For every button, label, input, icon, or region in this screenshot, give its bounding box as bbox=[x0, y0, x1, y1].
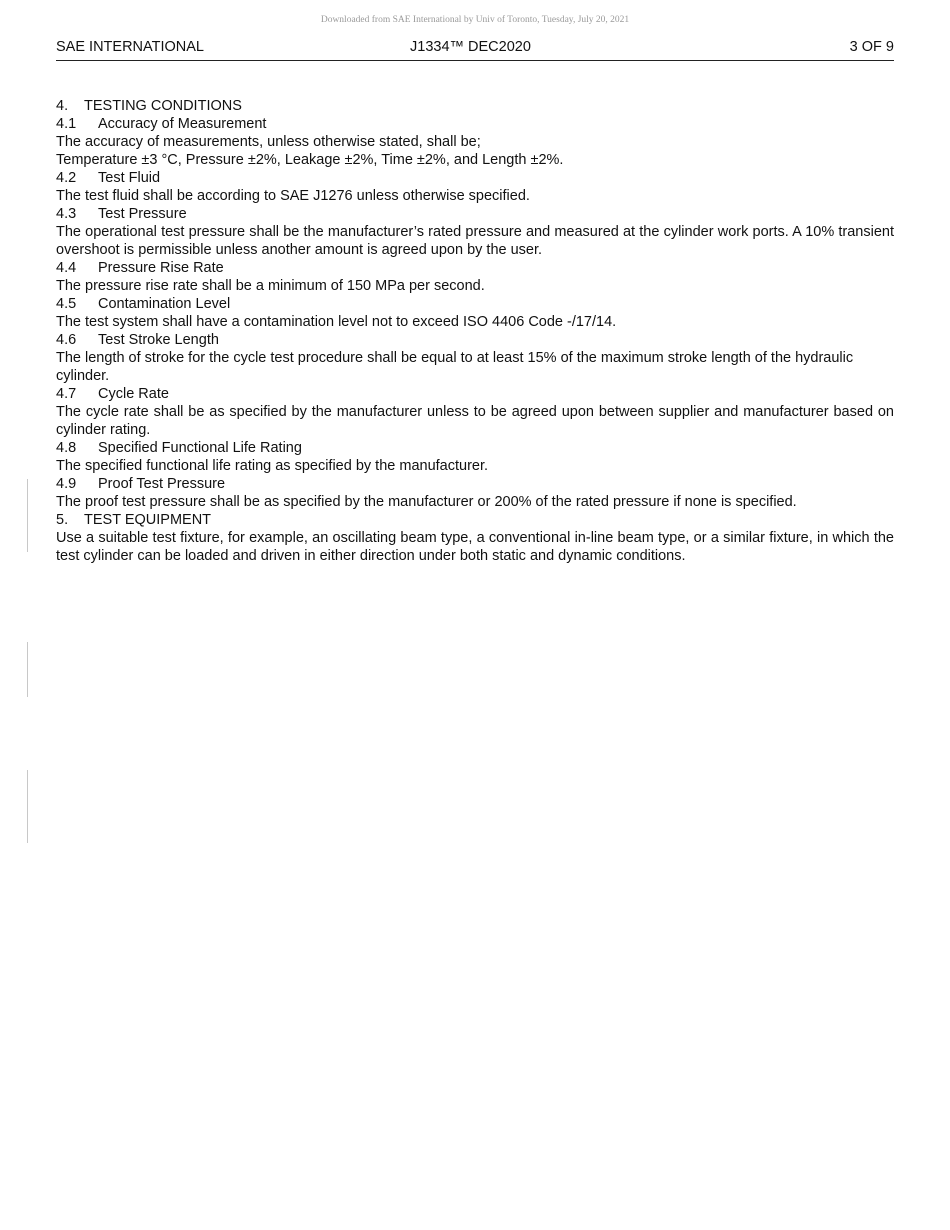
section-heading-4-4 bbox=[56, 259, 894, 277]
section-title: Cycle Rate bbox=[98, 386, 169, 402]
header-publisher: SAE INTERNATIONAL bbox=[56, 39, 204, 55]
section-number: 4.4 bbox=[56, 260, 77, 276]
section-title: Test Fluid bbox=[98, 170, 161, 186]
section-title: TEST EQUIPMENT bbox=[84, 512, 212, 528]
section-heading-4-8 bbox=[56, 439, 894, 457]
section-title: Accuracy of Measurement bbox=[98, 116, 267, 132]
section-heading-4-3 bbox=[56, 205, 894, 223]
paragraph-4-9: The proof test pressure shall be as specified by the manufacturer or 200% of the rated pressure if none is specified. bbox=[56, 494, 797, 510]
paragraph-4-8: The specified functional life rating as specified by the manufacturer. bbox=[56, 458, 489, 474]
paragraph-5: Use a suitable test fixture, for example, an oscillating beam type, a conventional in-line beam type, or a similar fixture, in which the test cylinder can be loaded and driven in either direction under both static and dynamic conditions. bbox=[56, 530, 894, 564]
paragraph-line: Temperature ±3 °C, Pressure ±2%, Leakage ±2%, Time ±2%, and Length ±2%. bbox=[56, 152, 564, 168]
header-page-number: 3 OF 9 bbox=[849, 39, 894, 55]
section-number: 4.7 bbox=[56, 386, 77, 402]
paragraph-4-6: The length of stroke for the cycle test procedure shall be equal to at least 15% of the maximum stroke length of the hydraulic cylinder. bbox=[56, 350, 854, 384]
section-title: Contamination Level bbox=[98, 296, 231, 312]
section-title: Specified Functional Life Rating bbox=[98, 440, 302, 456]
paragraph-4-5: The test system shall have a contamination level not to exceed ISO 4406 Code -/17/14. bbox=[56, 314, 617, 330]
section-title: Pressure Rise Rate bbox=[98, 260, 224, 276]
section-number: 4.2 bbox=[56, 170, 77, 186]
section-heading-4-6 bbox=[56, 331, 894, 349]
paragraph-4-3: The operational test pressure shall be the manufacturer’s rated pressure and measured at the cylinder work ports. A 10% transient overshoot is permissible unless another amount is agreed upon by the user. bbox=[56, 224, 894, 258]
section-number: 4.9 bbox=[56, 476, 77, 492]
section-heading-4 bbox=[56, 97, 894, 115]
page-header bbox=[56, 38, 894, 61]
paragraph-line: The accuracy of measurements, unless otherwise stated, shall be; bbox=[56, 134, 481, 150]
section-number: 4.1 bbox=[56, 116, 77, 132]
section-title: Proof Test Pressure bbox=[98, 476, 226, 492]
section-heading-4-1 bbox=[56, 115, 894, 133]
section-heading-4-9 bbox=[56, 475, 894, 493]
section-heading-4-7 bbox=[56, 385, 894, 403]
document-body bbox=[56, 97, 894, 565]
download-watermark: Downloaded from SAE International by Univ of Toronto, Tuesday, July 20, 2021 bbox=[320, 15, 630, 25]
section-heading-4-2 bbox=[56, 169, 894, 187]
section-number: 4.8 bbox=[56, 440, 77, 456]
section-heading-4-5 bbox=[56, 295, 894, 313]
section-title: Test Stroke Length bbox=[98, 332, 219, 348]
section-number: 4.3 bbox=[56, 206, 77, 222]
section-number: 4. bbox=[56, 98, 69, 114]
paragraph-4-7: The cycle rate shall be as specified by the manufacturer unless to be agreed upon between supplier and manufacturer based on cylinder rating. bbox=[56, 404, 894, 438]
header-document-id: J1334™ DEC2020 bbox=[410, 39, 531, 55]
section-number: 4.6 bbox=[56, 332, 77, 348]
paragraph-4-1 bbox=[56, 133, 894, 169]
paragraph-4-4: The pressure rise rate shall be a minimum of 150 MPa per second. bbox=[56, 278, 485, 294]
change-bar bbox=[27, 770, 28, 843]
change-bar bbox=[27, 479, 28, 552]
section-number: 5. bbox=[56, 512, 69, 528]
section-heading-5 bbox=[56, 511, 894, 529]
paragraph-4-2: The test fluid shall be according to SAE J1276 unless otherwise specified. bbox=[56, 188, 530, 204]
section-title: TESTING CONDITIONS bbox=[84, 98, 242, 114]
section-number: 4.5 bbox=[56, 296, 77, 312]
change-bar bbox=[27, 642, 28, 697]
section-title: Test Pressure bbox=[98, 206, 187, 222]
